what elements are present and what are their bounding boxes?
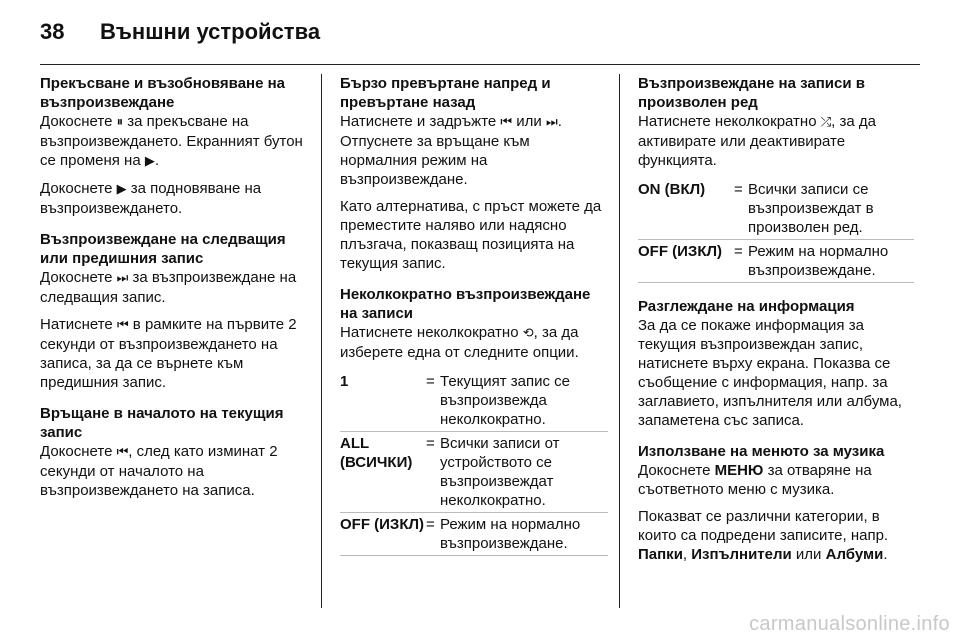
section-heading: Връщане в началото на текущия запис (40, 405, 284, 441)
section-heading: Разглеждане на информация (638, 298, 855, 315)
option-description: Всички записи се възпроизвеждат в произволен ред. (748, 181, 874, 236)
table-row: ON (ВКЛ) = Всички записи се възпроизвеждат в произволен ред. (638, 178, 914, 239)
albums-term: Албуми (825, 546, 884, 563)
column-3 (638, 74, 914, 576)
folders-term: Папки (638, 546, 683, 563)
skip-forward-icon: ⏭ (545, 115, 558, 130)
paragraph: Натиснете неколкократно ⤮, за да активирате или деактивирате функцията. (638, 113, 876, 169)
table-row: OFF (ИЗКЛ) = Режим на нормално възпроизвеждане. (340, 512, 608, 555)
repeat-icon: ⟲ (522, 326, 534, 341)
skip-forward-icon: ⏭ (116, 271, 129, 286)
play-icon: ▶ (144, 154, 155, 169)
option-description: Режим на нормално възпроизвеждане. (440, 516, 581, 552)
paragraph: Докоснете МЕНЮ за отваряне на съответното меню с музика. (638, 462, 872, 498)
table-row: ALL (ВСИЧКИ) = Всички записи от устройството се възпроизвеждат неколкократно. (340, 431, 608, 512)
paragraph: Натиснете неколкократно ⟲, за да изберете една от следните опции. (340, 324, 579, 361)
section-fast-forward-rewind (340, 74, 608, 273)
paragraph: Показват се различни категории, в които са подредени записите, напр. Папки, Изпълнители или Албуми. (638, 508, 889, 563)
repeat-options-table (340, 370, 608, 556)
option-term: 1 (340, 373, 349, 390)
page-number: 38 (40, 19, 65, 44)
skip-back-icon: ⏮ (500, 115, 513, 130)
skip-back-icon: ⏮ (116, 445, 129, 460)
option-description: Всички записи от устройството се възпроизвеждат неколкократно. (440, 435, 560, 509)
section-heading: Прекъсване и възобновяване на възпроизвеждане (40, 75, 286, 111)
section-heading: Възпроизвеждане на следващия или предишния запис (40, 231, 286, 267)
paragraph: Натиснете ⏮ в рамките на първите 2 секунди от възпроизвеждането на записа, за да се върнете към предишния запис. (40, 316, 297, 391)
option-term: ALL (ВСИЧКИ) (340, 435, 413, 471)
watermark: carmanualsonline.info (749, 613, 950, 635)
section-info (638, 297, 914, 430)
column-2 (340, 74, 608, 570)
section-heading: Използване на менюто за музика (638, 443, 885, 460)
option-description: Текущият запис се възпроизвежда неколкократно. (440, 373, 571, 428)
header-divider (40, 64, 920, 65)
shuffle-icon: ⤮ (820, 115, 832, 130)
page-header (40, 14, 320, 50)
section-next-previous (40, 230, 308, 392)
section-heading: Бързо превъртане напред и превъртане назад (340, 75, 551, 111)
column-divider-2 (619, 74, 620, 608)
option-description: Режим на нормално възпроизвеждане. (748, 243, 889, 279)
paragraph: Натиснете и задръжте ⏮ или ⏭. Отпуснете за връщане към нормалния режим на възпроизвеждане. (340, 113, 562, 188)
pause-icon: ⏸ (116, 115, 124, 130)
section-pause-resume (40, 74, 308, 218)
section-shuffle (638, 74, 914, 283)
skip-back-icon: ⏮ (116, 318, 129, 333)
shuffle-options-table (638, 178, 914, 283)
menu-term: МЕНЮ (714, 462, 764, 479)
section-restart-track (40, 404, 308, 500)
section-repeat (340, 285, 608, 556)
option-term: OFF (ИЗКЛ) (340, 516, 425, 533)
paragraph: Докоснете ⏮, след като изминат 2 секунди от началото на възпроизвеждането на записа. (40, 443, 278, 499)
option-term: ON (ВКЛ) (638, 181, 706, 198)
section-heading: Възпроизвеждане на записи в произволен ред (638, 75, 865, 111)
section-music-menu (638, 442, 914, 564)
column-divider-1 (321, 74, 322, 608)
section-heading: Неколкократно възпроизвеждане на записи (340, 286, 591, 322)
page-title: Външни устройства (100, 19, 321, 44)
option-term: OFF (ИЗКЛ) (638, 243, 723, 260)
table-row: 1 = Текущият запис се възпроизвежда неколкократно. (340, 370, 608, 431)
paragraph: Като алтернатива, с пръст можете да преместите наляво или надясно плъзгача, показващ позицията на текущия запис. (340, 198, 602, 272)
artists-term: Изпълнители (691, 546, 792, 563)
paragraph: Докоснете ▶ за подновяване на възпроизвеждането. (40, 180, 262, 217)
play-icon: ▶ (116, 182, 127, 197)
table-row: OFF (ИЗКЛ) = Режим на нормално възпроизвеждане. (638, 239, 914, 282)
paragraph: За да се покаже информация за текущия възпроизвеждан запис, натиснете върху екрана. Показва се съобщение с информация, напр. за заглавието, изпълнителя или албума, запаметена със записа. (638, 317, 902, 429)
paragraph: Докоснете ⏭ за възпроизвеждане на следващия запис. (40, 269, 297, 306)
column-1 (40, 74, 308, 512)
paragraph: Докоснете ⏸ за прекъсване на възпроизвеждането. Екранният бутон се променя на ▶. (40, 113, 303, 169)
